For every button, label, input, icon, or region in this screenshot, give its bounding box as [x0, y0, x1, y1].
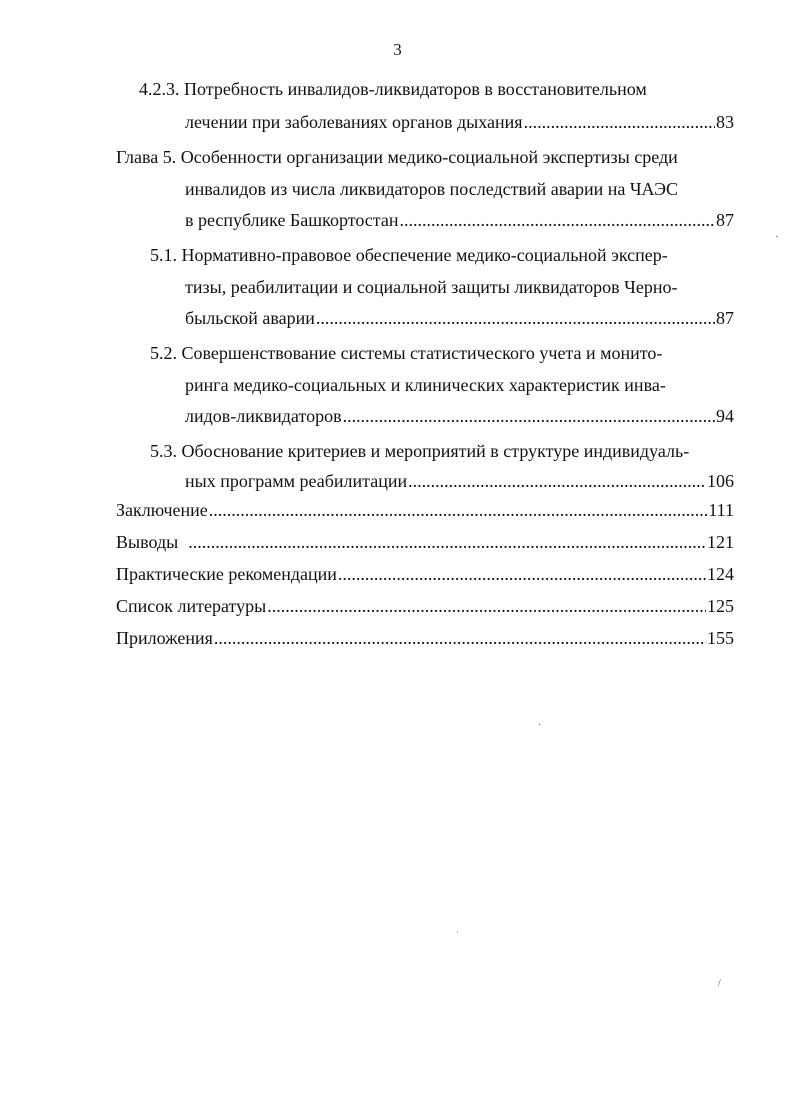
toc-entry-leader-line [116, 526, 734, 558]
toc-entry-text: быльской аварии [185, 308, 315, 328]
toc-line [116, 141, 678, 173]
toc-page-number: 124 [707, 564, 734, 584]
toc-entry-text: Выводы [116, 532, 188, 552]
toc-entry-leader-line [185, 400, 734, 432]
toc-page-number: 87 [716, 210, 734, 230]
dot-leader [209, 494, 708, 526]
toc-entry-leader-line [116, 494, 734, 526]
dot-leader [408, 465, 706, 497]
toc-entry-text: Приложения [116, 628, 213, 648]
toc-line [150, 239, 668, 271]
page-number: 3 [393, 40, 402, 59]
toc-line [185, 173, 678, 205]
toc-entry-text: ных программ реабилитации [185, 471, 408, 491]
toc-line [185, 271, 677, 303]
toc-entry-text: лечении при заболеваниях органов дыхания [185, 112, 523, 132]
dot-leader [188, 526, 706, 558]
toc-page-number: 94 [716, 406, 734, 426]
toc-page-number: 106 [707, 471, 734, 491]
toc-entry-text: Практические рекомендации [116, 564, 337, 584]
toc-entry-leader-line [185, 465, 734, 497]
toc-entry-leader-line [185, 106, 734, 138]
toc-entry-leader-line [116, 558, 734, 590]
dot-leader [343, 400, 715, 432]
toc-entry-text: инвалидов из числа ликвидаторов последствий аварии на ЧАЭС [185, 179, 678, 199]
toc-entry-text: в республике Башкортостан [185, 210, 399, 230]
toc-entry-text: Заключение [116, 500, 208, 520]
toc-page-number: 125 [707, 596, 734, 616]
toc-page-number: 83 [716, 112, 734, 132]
toc-entry-text: 5.3. Обоснование критериев и мероприятий в структуре индивидуаль- [150, 441, 690, 461]
toc-line [150, 435, 689, 467]
toc-page-number: 111 [708, 500, 734, 520]
toc-entry-text: тизы, реабилитации и социальной защиты ликвидаторов Черно- [185, 277, 678, 297]
toc-entry-text: 5.1. Нормативно-правовое обеспечение медико-социальной экспер- [150, 245, 668, 265]
toc-entry-text: 5.2. Совершенствование системы статистического учета и монито- [150, 343, 663, 363]
scan-speck: · [775, 232, 779, 243]
toc-entry-text: лидов-ликвидаторов [185, 406, 342, 426]
toc-entry-text: 4.2.3. Потребность инвалидов-ликвидаторов в восстановительном [139, 79, 647, 99]
toc-line [185, 369, 666, 401]
toc-entry-leader-line [116, 622, 734, 654]
toc-entry-leader-line [185, 204, 734, 236]
toc-line [139, 73, 647, 105]
dot-leader [214, 622, 706, 654]
dot-leader [316, 302, 715, 334]
dot-leader [267, 590, 706, 622]
toc-entry-leader-line [185, 302, 734, 334]
toc-page-number: 121 [707, 532, 734, 552]
scan-speck: · [538, 720, 542, 731]
dot-leader [400, 204, 716, 236]
scan-speck: ˈ [456, 930, 460, 941]
scan-speck: / [718, 978, 721, 989]
toc-entry-text: ринга медико-социальных и клинических характеристик инва- [185, 375, 666, 395]
toc-page-number: 155 [707, 628, 734, 648]
dot-leader [524, 106, 715, 138]
toc-entry-leader-line [116, 590, 734, 622]
toc-entry-text: Глава 5. Особенности организации медико-социальной экспертизы среди [116, 147, 678, 167]
toc-line [150, 337, 662, 369]
dot-leader [338, 558, 706, 590]
toc-entry-text: Список литературы [116, 596, 267, 616]
toc-page-number: 87 [716, 308, 734, 328]
